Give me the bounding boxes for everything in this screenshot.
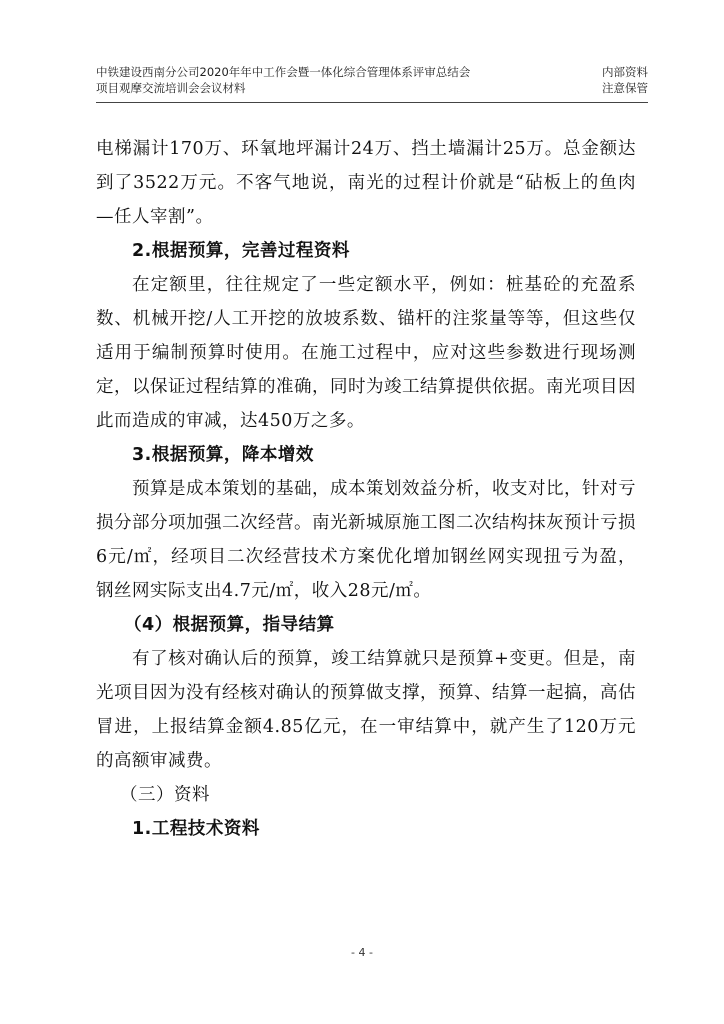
heading-guide-settlement: （4）根据预算，指导结算	[124, 615, 335, 635]
heading-improve-process-data: 2.根据预算，完善过程资料	[132, 241, 350, 261]
header-title-line-1: 中铁建设西南分公司2020年年中工作会暨一体化综合管理体系评审总结会	[96, 65, 471, 79]
paragraph-cost-planning: 预算是成本策划的基础，成本策划效益分析，收支对比，针对亏损分部分项加强二次经营。南光新城原施工图二次结构抹灰预计亏损6元/㎡，经项目二次经营技术方案优化增加钢丝网实现扭亏为盈，钢丝网实际支出4.7元/㎡，收入28元/㎡。	[96, 479, 636, 601]
paragraph-process-pricing: 电梯漏计170万、环氧地坪漏计24万、挡土墙漏计25万。总金额达到了3522万元。不客气地说，南光的过程计价就是“砧板上的鱼肉—任人宰割”。	[96, 139, 636, 227]
header-note-line-2: 注意保管	[602, 81, 648, 95]
paragraph-settlement: 有了核对确认后的预算，竣工结算就只是预算+变更。但是，南光项目因为没有经核对确认的预算做支撑，预算、结算一起搞，高估冒进，上报结算金额4.85亿元，在一审结算中，就产生了120万元的高额审减费。	[96, 649, 636, 771]
section-materials: （三）资料	[120, 785, 210, 805]
header-divider	[96, 102, 648, 103]
heading-cost-reduction: 3.根据预算，降本增效	[132, 445, 314, 465]
heading-technical-materials: 1.工程技术资料	[132, 819, 260, 839]
header-meeting-title	[96, 64, 536, 96]
header-note-line-1: 内部资料	[602, 65, 648, 79]
page-number: - 4 -	[351, 946, 373, 959]
document-body	[96, 132, 636, 846]
header-confidential-note	[602, 64, 648, 96]
header-title-line-2: 项目观摩交流培训会会议材料	[96, 81, 246, 95]
paragraph-quota-parameters: 在定额里，往往规定了一些定额水平，例如：桩基砼的充盈系数、机械开挖/人工开挖的放坡系数、锚杆的注浆量等等，但这些仅适用于编制预算时使用。在施工过程中，应对这些参数进行现场测定，以保证过程结算的准确，同时为竣工结算提供依据。南光项目因此而造成的审减，达450万之多。	[96, 275, 636, 431]
